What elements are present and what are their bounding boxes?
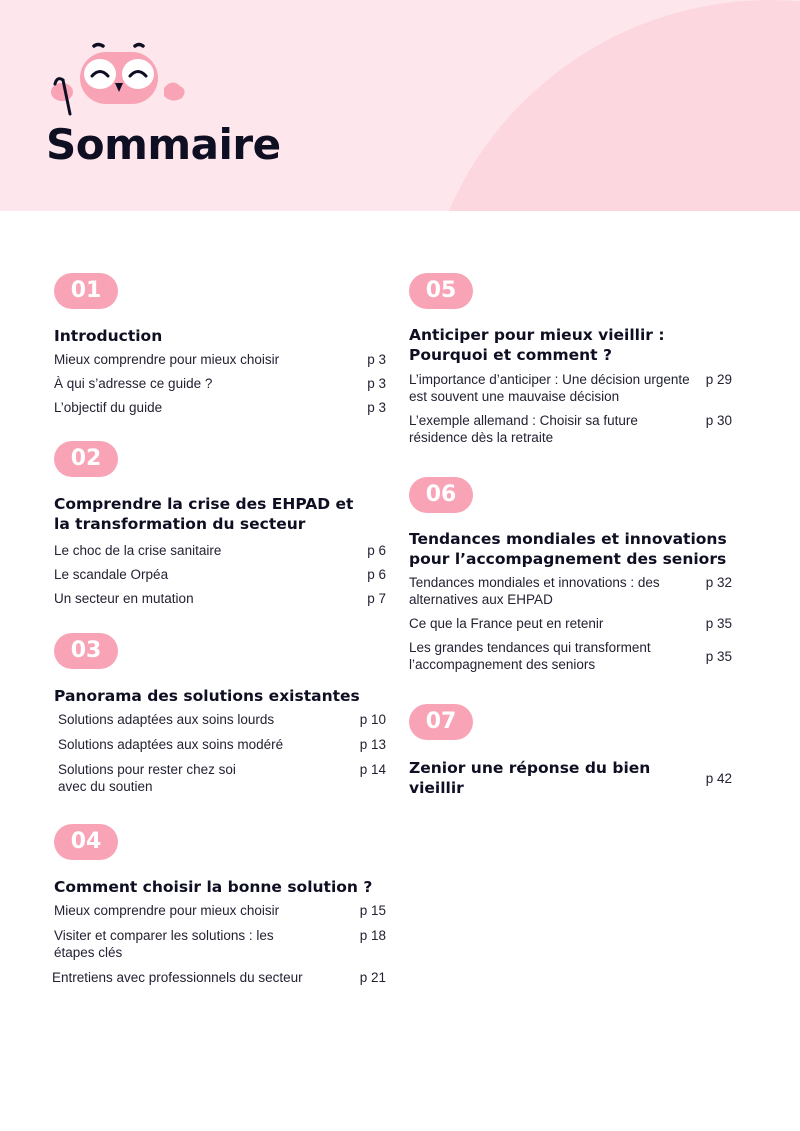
entry-text: Le choc de la crise sanitaire bbox=[54, 543, 222, 558]
entry-page: p 7 bbox=[367, 591, 386, 606]
section-title: Comprendre la crise des EHPAD et la transformation du secteur bbox=[54, 495, 354, 533]
section-title: Zenior une réponse du bien vieillir bbox=[409, 759, 651, 797]
entry-page: p 13 bbox=[359, 737, 386, 752]
entry-page: p 35 bbox=[705, 648, 732, 664]
toc-entry[interactable] bbox=[409, 639, 732, 673]
entry-page: p 3 bbox=[367, 352, 386, 367]
entry-text: L’exemple allemand : Choisir sa future résidence dès la retraite bbox=[409, 413, 638, 445]
toc-section-04 bbox=[54, 824, 386, 986]
toc-entry[interactable] bbox=[409, 574, 732, 608]
entry-text: Solutions adaptées aux soins modéré bbox=[58, 737, 284, 752]
toc-entry[interactable] bbox=[54, 902, 386, 919]
section-number-badge: 02 bbox=[54, 441, 118, 477]
toc-entry[interactable] bbox=[54, 761, 386, 795]
entry-text: Solutions adaptées aux soins lourds bbox=[58, 712, 275, 727]
toc-entry[interactable] bbox=[54, 542, 386, 559]
toc-entry[interactable] bbox=[54, 566, 386, 583]
owl-mascot-icon bbox=[48, 40, 188, 120]
page-title: Sommaire bbox=[46, 120, 281, 169]
section-number-badge: 04 bbox=[54, 824, 118, 860]
entry-page: p 21 bbox=[359, 970, 386, 985]
entry-text: Visiter et comparer les solutions : les étapes clés bbox=[54, 928, 274, 960]
section-number-badge: 03 bbox=[54, 633, 118, 669]
entry-text: L’importance d’anticiper : Une décision urgente est souvent une mauvaise décision bbox=[409, 372, 690, 404]
entry-page: p 3 bbox=[367, 376, 386, 391]
entry-page: p 6 bbox=[367, 567, 386, 582]
entry-text: Entretiens avec professionnels du secteur bbox=[52, 970, 303, 985]
entry-text: L’objectif du guide bbox=[54, 400, 163, 415]
section-number-badge: 01 bbox=[54, 273, 118, 309]
toc-entry[interactable] bbox=[409, 615, 732, 632]
entry-page: p 30 bbox=[705, 413, 732, 428]
entry-page: p 15 bbox=[359, 903, 386, 918]
entry-page: p 18 bbox=[359, 928, 386, 943]
toc-entry[interactable] bbox=[409, 412, 732, 446]
toc-entry[interactable] bbox=[54, 399, 386, 416]
toc-section-06 bbox=[409, 477, 732, 673]
header-blob-shape bbox=[420, 0, 800, 211]
toc-entry[interactable] bbox=[54, 711, 386, 728]
toc-entry[interactable] bbox=[54, 736, 386, 753]
entry-page: p 42 bbox=[705, 770, 732, 786]
entry-text: Ce que la France peut en retenir bbox=[409, 616, 604, 631]
toc-entry[interactable] bbox=[54, 927, 386, 961]
section-title: Tendances mondiales et innovations pour l’accompagnement des seniors bbox=[409, 530, 727, 568]
toc-entry[interactable] bbox=[54, 351, 386, 368]
entry-page: p 3 bbox=[367, 400, 386, 415]
entry-text: Tendances mondiales et innovations : des alternatives aux EHPAD bbox=[409, 575, 660, 607]
entry-page: p 14 bbox=[359, 762, 386, 777]
entry-page: p 32 bbox=[705, 575, 732, 590]
entry-page: p 29 bbox=[705, 372, 732, 387]
section-title: Anticiper pour mieux vieillir : Pourquoi et comment ? bbox=[409, 326, 665, 364]
section-title: Panorama des solutions existantes bbox=[54, 687, 360, 705]
entry-page: p 6 bbox=[367, 543, 386, 558]
entry-text: Les grandes tendances qui transforment l’accompagnement des seniors bbox=[409, 640, 651, 672]
section-number-badge: 05 bbox=[409, 273, 473, 309]
section-title: Introduction bbox=[54, 327, 163, 345]
toc-section-01 bbox=[54, 273, 386, 416]
section-number-badge: 06 bbox=[409, 477, 473, 513]
entry-page: p 35 bbox=[705, 616, 732, 631]
entry-text: Mieux comprendre pour mieux choisir bbox=[54, 352, 280, 367]
entry-text: À qui s’adresse ce guide ? bbox=[54, 376, 213, 391]
toc-entry[interactable] bbox=[54, 375, 386, 392]
entry-text: Mieux comprendre pour mieux choisir bbox=[54, 903, 280, 918]
entry-text: Le scandale Orpéa bbox=[54, 567, 169, 582]
toc-entry[interactable] bbox=[409, 371, 732, 405]
section-number-badge: 07 bbox=[409, 704, 473, 740]
toc-section-02 bbox=[54, 441, 386, 607]
toc-entry[interactable] bbox=[54, 590, 386, 607]
toc-section-07 bbox=[409, 704, 732, 798]
section-title: Comment choisir la bonne solution ? bbox=[54, 878, 373, 896]
toc-entry[interactable] bbox=[52, 969, 386, 986]
toc-section-05 bbox=[409, 273, 732, 446]
entry-text: Solutions pour rester chez soi avec du soutien bbox=[58, 762, 236, 794]
entry-text: Un secteur en mutation bbox=[54, 591, 194, 606]
toc-section-03 bbox=[54, 633, 386, 795]
toc-entry[interactable] bbox=[409, 758, 732, 798]
entry-page: p 10 bbox=[359, 712, 386, 727]
